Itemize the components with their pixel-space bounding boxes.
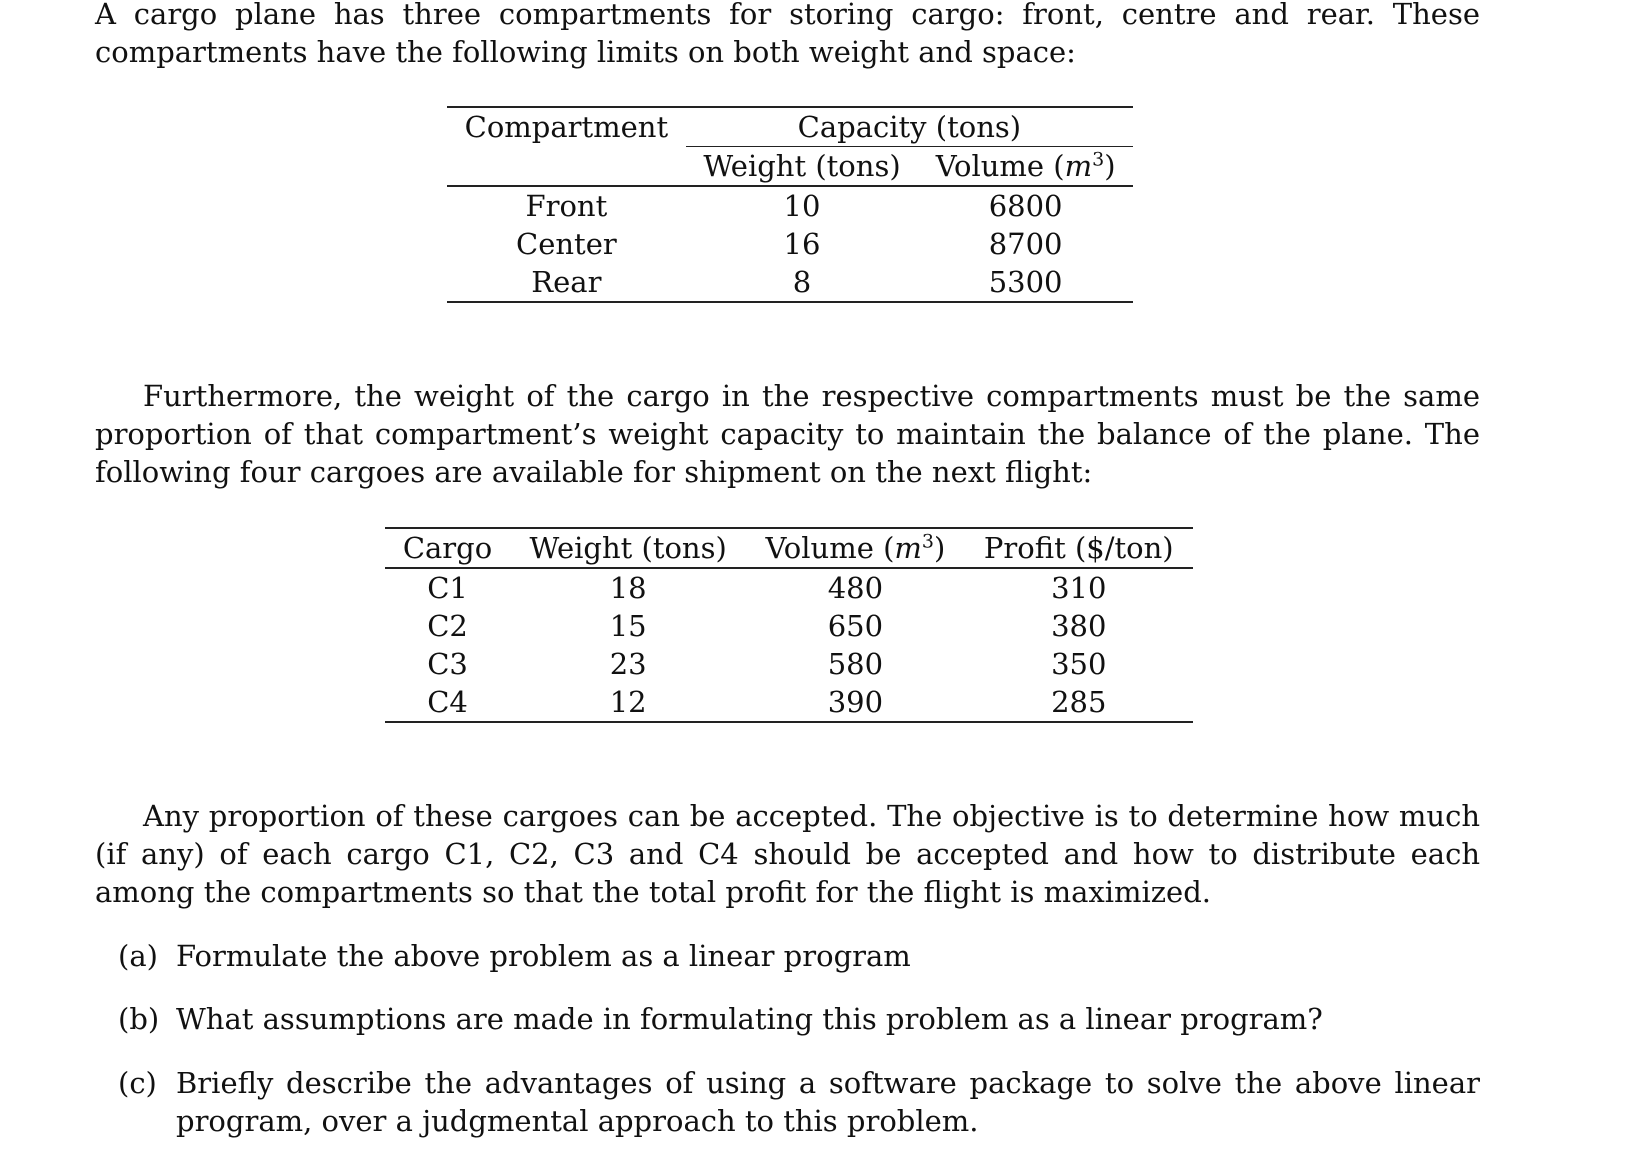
question-label: (c) [118,1066,157,1100]
cargo-volume: 480 [827,571,884,605]
cargo-weight: 18 [609,571,647,605]
intro-paragraph: A cargo plane has three compartments for storing cargo: front, centre and rear. These compartments have the following limits on both weight and space: [95,0,1480,69]
header-volume: Volume $(m^3)$ [746,528,964,568]
table-row [385,683,1193,722]
question-text: Formulate the above problem as a linear program [176,939,911,973]
question-item [118,1064,1480,1140]
compartment-name: Front [525,189,608,223]
cargo-id: C1 [427,571,468,605]
compartment-weight: 10 [783,189,821,223]
table-row [447,186,1133,225]
cargo-volume: 390 [827,685,884,719]
question-label: (a) [118,939,158,973]
cargo-id: C4 [427,685,468,719]
cargo-table [385,527,1193,723]
header-spacer [447,147,686,187]
balance-paragraph: Furthermore, the weight of the cargo in the respective compartments must be the same proportion of that compartment’s weight capacity to maintain the balance of the plane. The following four cargoes are available for shipment on the next flight: [95,379,1480,489]
header-volume: Volume $(m^3)$ [918,147,1133,187]
compartment-volume: 8700 [988,227,1063,261]
compartment-volume: 6800 [988,189,1063,223]
objective-paragraph: Any proportion of these cargoes can be accepted. The objective is to determine how much (if any) of each cargo C1, C2, C3 and C4 should be accepted and how to distribute each among the compartments so that the total profit for the flight is maximized. [95,799,1480,909]
compartment-name: Center [516,227,617,261]
question-item [118,1000,1480,1038]
cargo-weight: 15 [609,609,647,643]
cargo-weight: 12 [609,685,647,719]
header-cargo: Cargo [385,528,510,568]
cargo-profit: 285 [1051,685,1107,719]
header-weight: Weight (tons) [686,147,918,187]
compartment-weight: 16 [783,227,821,261]
cargo-profit: 380 [1051,609,1107,643]
header-compartment: Compartment [464,110,669,145]
table-row [385,645,1193,683]
header-weight: Weight (tons) [510,528,746,568]
question-label: (b) [118,1002,160,1036]
cargo-id: C2 [427,609,468,643]
question-text: What assumptions are made in formulating this problem as a linear program? [176,1002,1323,1036]
cargo-volume: 650 [827,609,884,643]
cargo-profit: 350 [1051,647,1107,681]
compartment-weight: 8 [792,265,812,299]
question-text: Briefly describe the advantages of using a software package to solve the above linear program, over a judgmental approach to this problem. [176,1066,1480,1138]
table-row [447,225,1133,263]
table-row [385,568,1193,607]
compartment-name: Rear [531,265,602,299]
compartment-volume: 5300 [988,265,1063,299]
header-profit: Profit ($/ton) [965,528,1193,568]
cargo-volume: 580 [827,647,884,681]
cargo-profit: 310 [1051,571,1107,605]
question-item [118,937,1480,975]
header-capacity: Capacity (tons) [686,107,1133,147]
table-row [447,263,1133,302]
cargo-id: C3 [427,647,468,681]
compartment-capacity-table [447,106,1133,303]
table-row [385,607,1193,645]
cargo-weight: 23 [609,647,647,681]
